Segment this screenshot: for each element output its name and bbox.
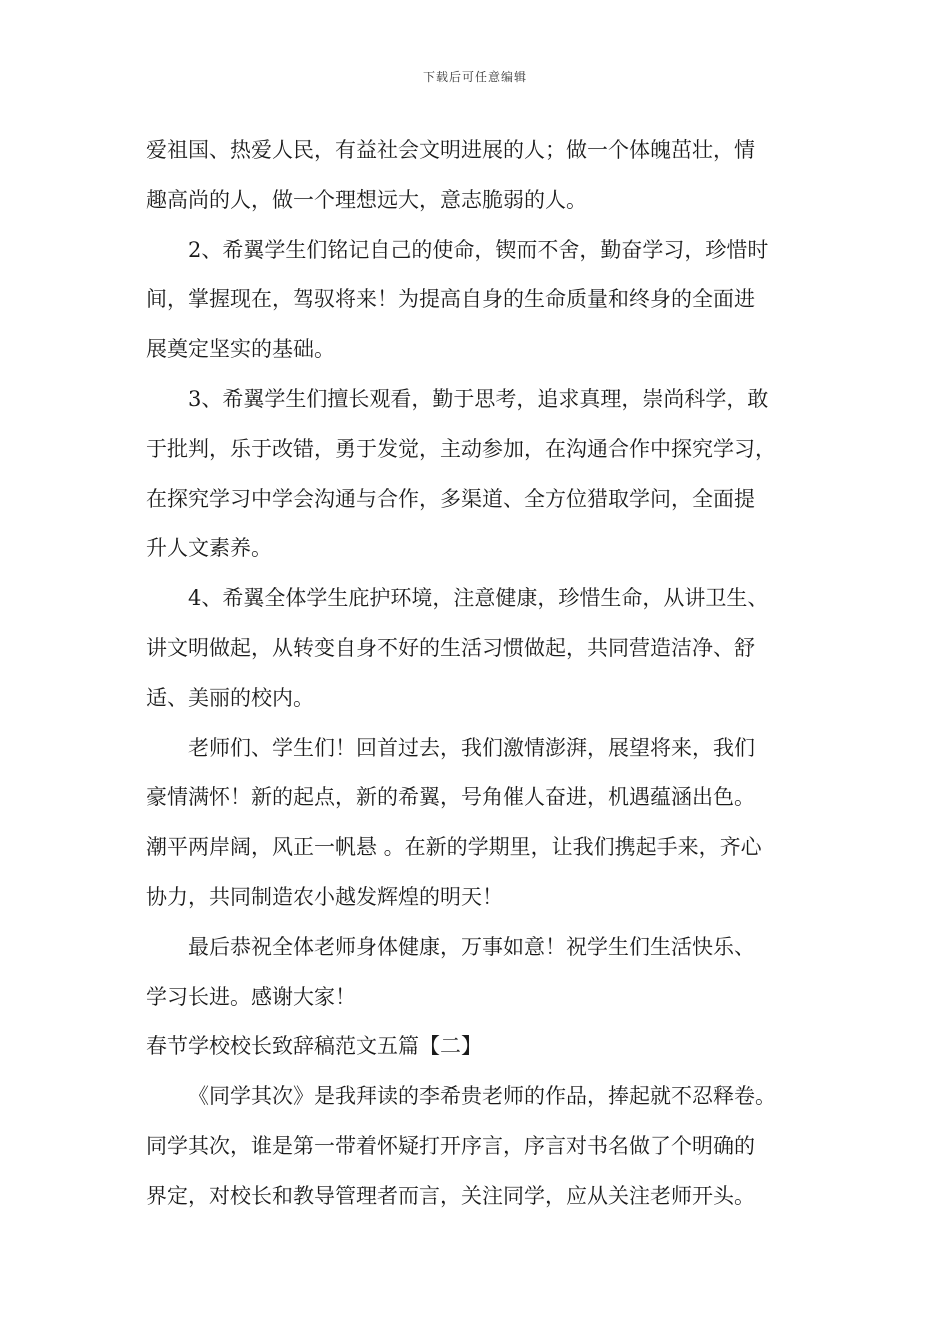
text-line: 在探究学习中学会沟通与合作，多渠道、全方位猎取学问，全面提 [146,486,755,511]
text-line: 于批判，乐于改错，勇于发觉，主动参加，在沟通合作中探究学习， [146,436,776,461]
text-line: 界定，对校长和教导管理者而言，关注同学，应从关注老师开头。 [146,1183,755,1208]
section-title: 春节学校校长致辞稿范文五篇【二】 [146,1034,482,1059]
text-line: 2、希翼学生们铭记自己的使命，锲而不舍，勤奋学习，珍惜时 [188,237,769,262]
text-line: 3、希翼学生们擅长观看，勤于思考，追求真理，崇尚科学，敢 [188,386,769,411]
text-line: 4、希翼全体学生庇护环境，注意健康，珍惜生命，从讲卫生、 [188,586,769,611]
text-line: 讲文明做起，从转变自身不好的生活习惯做起，共同营造洁净、舒 [146,635,755,660]
document-body [146,126,826,1222]
text-line: 协力，共同制造农小越发辉煌的明天！ [146,884,503,909]
text-line: 升人文素养。 [146,536,272,561]
text-line: 豪情满怀！新的起点，新的希翼，号角催人奋进，机遇蕴涵出色。 [146,785,755,810]
text-line: 老师们、学生们！回首过去，我们激情澎湃，展望将来，我们 [188,735,755,760]
text-line: 爱祖国、热爱人民，有益社会文明进展的人；做一个体魄茁壮，情 [146,138,755,162]
page-header-note: 下载后可任意编辑 [422,70,527,84]
text-line: 趣高尚的人，做一个理想远大，意志脆弱的人。 [146,187,587,212]
text-line: 同学其次，谁是第一带着怀疑打开序言，序言对书名做了个明确的 [146,1133,755,1158]
text-line: 学习长进。感谢大家！ [146,984,356,1009]
text-line: 适、美丽的校内。 [146,685,314,710]
text-line: 最后恭祝全体老师身体健康，万事如意！祝学生们生活快乐、 [188,934,755,959]
text-line: 间，掌握现在，驾驭将来！为提高自身的生命质量和终身的全面进 [146,287,755,312]
text-line: 潮平两岸阔，风正一帆悬 。在新的学期里，让我们携起手来，齐心 [146,835,762,860]
text-line: 《同学其次》是我拜读的李希贵老师的作品，捧起就不忍释卷。 [188,1084,776,1109]
text-line: 展奠定坚实的基础。 [146,337,335,362]
